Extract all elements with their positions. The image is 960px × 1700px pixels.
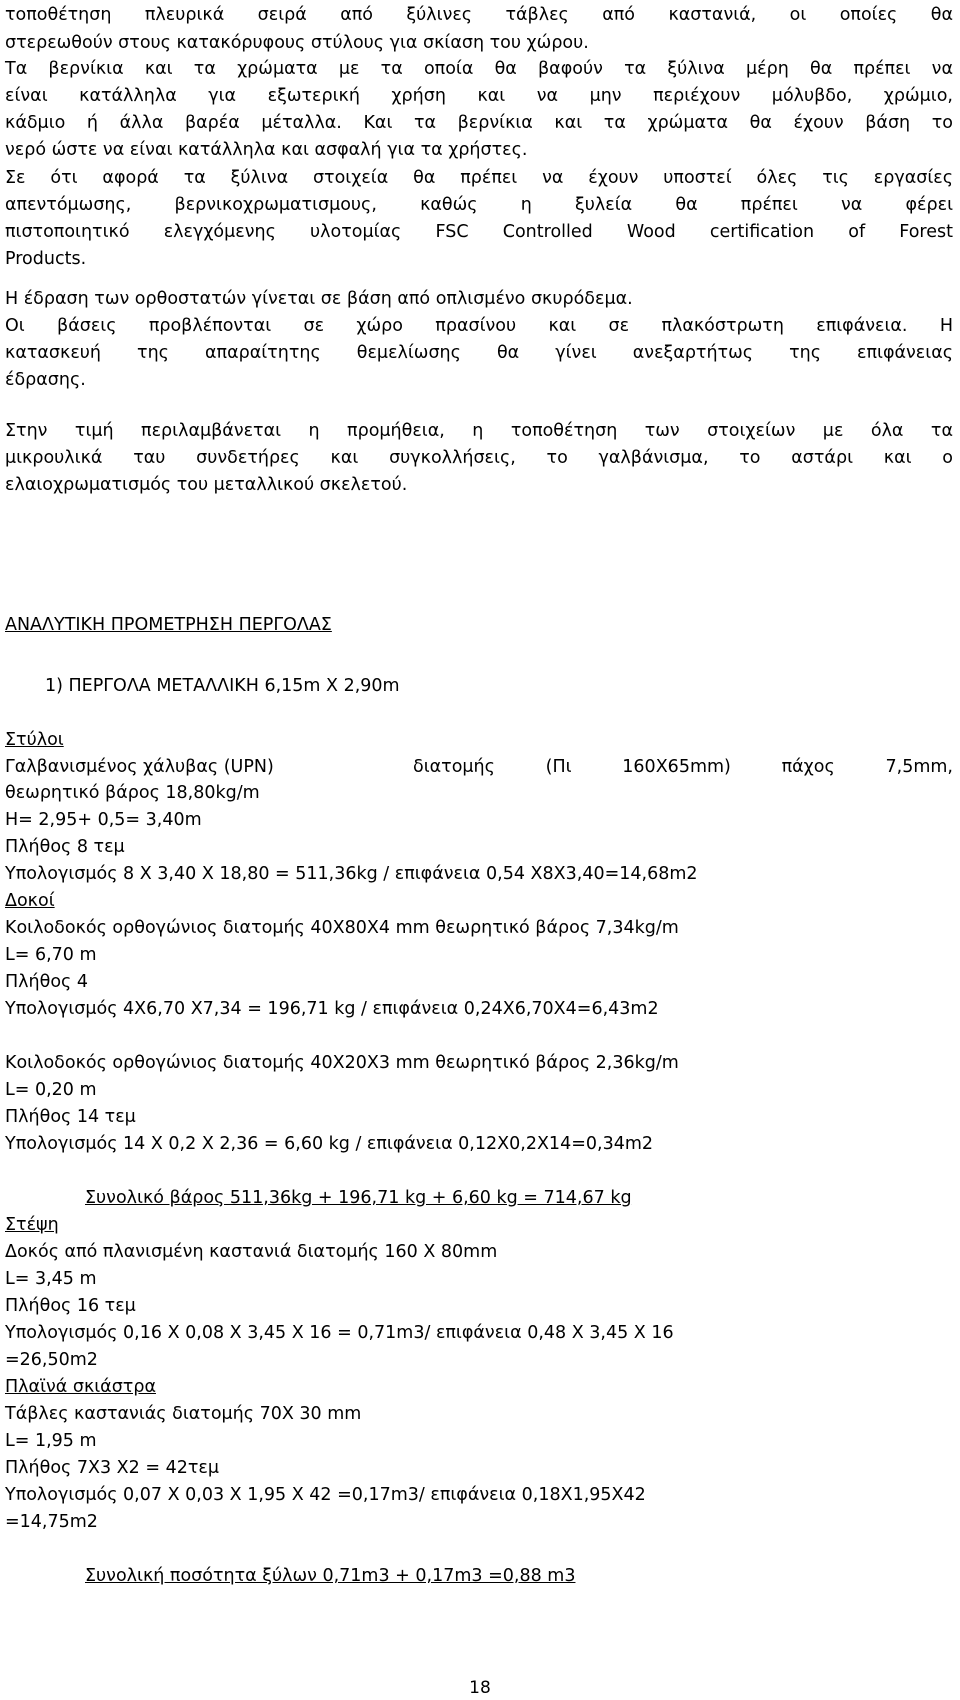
paragraph-line: στερεωθούν στους κατακόρυφους στύλους για σκίαση του χώρου. xyxy=(5,33,589,53)
stepsi-calculation: Υπολογισμός 0,16 Χ 0,08 Χ 3,45 Χ 16 = 0,71m3/ επιφάνεια 0,48 Χ 3,45 Χ 16 xyxy=(5,1323,674,1343)
page-number: 18 xyxy=(469,1678,491,1698)
paragraph-line: κάδμιο ή άλλα βαρέα μέταλλα. Και τα βερνίκια και τα χρώματα θα έχουν βάση το xyxy=(5,113,953,133)
plagia-count: Πλήθος 7Χ3 Χ2 = 42τεμ xyxy=(5,1458,219,1478)
total-weight: Συνολικό βάρος 511,36kg + 196,71 kg + 6,60 kg = 714,67 kg xyxy=(85,1188,632,1208)
dokoi-a-count: Πλήθος 4 xyxy=(5,972,88,992)
stepsi-area: =26,50m2 xyxy=(5,1350,98,1370)
paragraph-line: Products. xyxy=(5,249,87,269)
paragraph-line: Στην τιμή περιλαμβάνεται η προμήθεια, η τοποθέτηση των στοιχείων με όλα τα xyxy=(5,421,953,441)
paragraph-line: Η έδραση των ορθοστατών γίνεται σε βάση από οπλισμένο σκυρόδεμα. xyxy=(5,289,633,309)
stepsi-length: L= 3,45 m xyxy=(5,1269,97,1289)
stepsi-count: Πλήθος 16 τεμ xyxy=(5,1296,136,1316)
stuloi-section: διατομής (Πι 160Χ65mm) πάχος 7,5mm, xyxy=(413,757,953,777)
dokoi-b-count: Πλήθος 14 τεμ xyxy=(5,1107,136,1127)
paragraph-line: απεντόμωσης, βερνικοχρωματισμους, καθώς η ξυλεία θα πρέπει να φέρει xyxy=(5,195,953,215)
dokoi-b-calculation: Υπολογισμός 14 Χ 0,2 Χ 2,36 = 6,60 kg / επιφάνεια 0,12Χ0,2Χ14=0,34m2 xyxy=(5,1134,654,1154)
stuloi-count: Πλήθος 8 τεμ xyxy=(5,837,125,857)
heading-dokoi: Δοκοί xyxy=(5,891,55,911)
stuloi-calculation: Υπολογισμός 8 Χ 3,40 Χ 18,80 = 511,36kg / επιφάνεια 0,54 Χ8Χ3,40=14,68m2 xyxy=(5,864,698,884)
stuloi-material: Γαλβανισμένος χάλυβας (UPN) xyxy=(5,757,274,777)
paragraph-line: ελαιοχρωματισμός του μεταλλικού σκελετού. xyxy=(5,475,408,495)
paragraph-line: Τα βερνίκια και τα χρώματα με τα οποία θα βαφούν τα ξύλινα μέρη θα πρέπει να xyxy=(5,59,953,79)
stuloi-weight: θεωρητικό βάρος 18,80kg/m xyxy=(5,783,260,803)
paragraph-line: τοποθέτηση πλευρικά σειρά από ξύλινες τάβλες από καστανιά, οι οποίες θα xyxy=(5,5,953,25)
item-title: 1) ΠΕΡΓΟΛΑ ΜΕΤΑΛΛΙΚΗ 6,15m X 2,90m xyxy=(45,676,400,696)
stuloi-height: Η= 2,95+ 0,5= 3,40m xyxy=(5,810,202,830)
paragraph-line: έδρασης. xyxy=(5,370,86,390)
paragraph-line: νερό ώστε να είναι κατάλληλα και ασφαλή για τα χρήστες. xyxy=(5,140,528,160)
dokoi-a-material: Κοιλοδοκός ορθογώνιος διατομής 40Χ80Χ4 mm θεωρητικό βάρος 7,34kg/m xyxy=(5,918,679,938)
heading-plagia: Πλαϊνά σκιάστρα xyxy=(5,1377,156,1397)
dokoi-b-material: Κοιλοδοκός ορθογώνιος διατομής 40Χ20Χ3 mm θεωρητικό βάρος 2,36kg/m xyxy=(5,1053,679,1073)
paragraph-line: μικρουλικά ταυ συνδετήρες και συγκολλήσεις, το γαλβάνισμα, το αστάρι και ο xyxy=(5,448,953,468)
section-title: ΑΝΑΛΥΤΙΚΗ ΠΡΟΜΕΤΡΗΣΗ ΠΕΡΓΟΛΑΣ xyxy=(5,615,332,635)
plagia-material: Τάβλες καστανιάς διατομής 70Χ 30 mm xyxy=(5,1404,362,1424)
dokoi-b-length: L= 0,20 m xyxy=(5,1080,97,1100)
plagia-area: =14,75m2 xyxy=(5,1512,98,1532)
heading-stuloi: Στύλοι xyxy=(5,730,64,750)
paragraph-line: Οι βάσεις προβλέπονται σε χώρο πρασίνου και σε πλακόστρωτη επιφάνεια. Η xyxy=(5,316,953,336)
plagia-calculation: Υπολογισμός 0,07 Χ 0,03 Χ 1,95 Χ 42 =0,17m3/ επιφάνεια 0,18Χ1,95Χ42 xyxy=(5,1485,646,1505)
paragraph-line: πιστοποιητικό ελεγχόμενης υλοτομίας FSC Controlled Wood certification of Forest xyxy=(5,222,953,242)
dokoi-a-length: L= 6,70 m xyxy=(5,945,97,965)
paragraph-line: Σε ότι αφορά τα ξύλινα στοιχεία θα πρέπει να έχουν υποστεί όλες τις εργασίες xyxy=(5,168,953,188)
dokoi-a-calculation: Υπολογισμός 4Χ6,70 Χ7,34 = 196,71 kg / επιφάνεια 0,24Χ6,70Χ4=6,43m2 xyxy=(5,999,659,1019)
plagia-length: L= 1,95 m xyxy=(5,1431,97,1451)
stepsi-material: Δοκός από πλανισμένη καστανιά διατομής 160 Χ 80mm xyxy=(5,1242,498,1262)
total-wood: Συνολική ποσότητα ξύλων 0,71m3 + 0,17m3 =0,88 m3 xyxy=(85,1566,576,1586)
heading-stepsi: Στέψη xyxy=(5,1215,59,1235)
paragraph-line: είναι κατάλληλα για εξωτερική χρήση και να μην περιέχουν μόλυβδο, χρώμιο, xyxy=(5,86,953,106)
paragraph-line: κατασκευή της απαραίτητης θεμελίωσης θα γίνει ανεξαρτήτως της επιφάνειας xyxy=(5,343,953,363)
